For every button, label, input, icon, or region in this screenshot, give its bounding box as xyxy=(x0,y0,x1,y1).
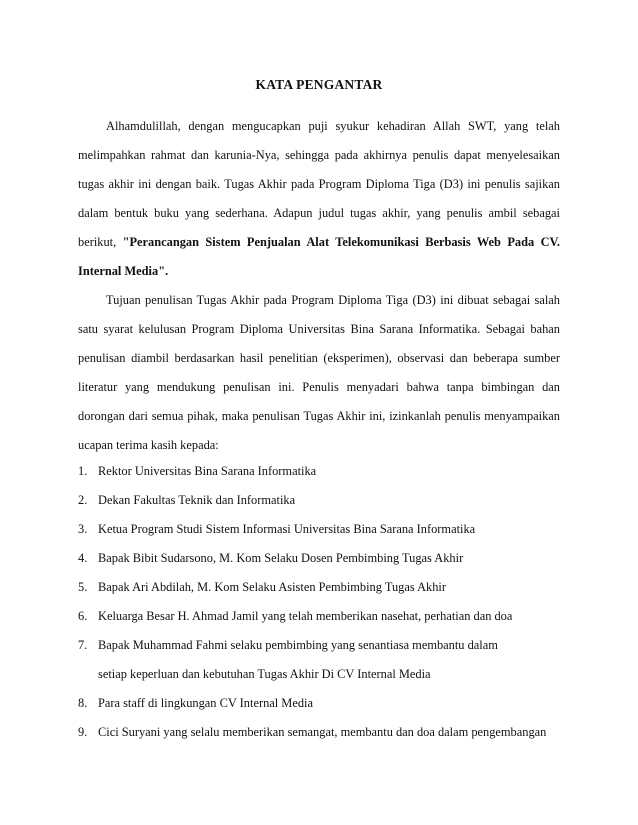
list-item-text: Bapak Ari Abdilah, M. Kom Selaku Asisten Pembimbing Tugas Akhir xyxy=(98,580,446,594)
list-item xyxy=(78,486,560,515)
paragraph-intro-text: Alhamdulillah, dengan mengucapkan puji syukur kehadiran Allah SWT, yang telah melimpahkan rahmat dan karunia-Nya, sehingga pada akhirnya penulis dapat menyelesaikan tugas akhir ini dengan baik. Tugas Akhir pada Program Diploma Tiga (D3) ini penulis sajikan dalam bentuk buku yang sederhana. Adapun judul tugas akhir, yang penulis ambil sebagai berikut, xyxy=(78,119,560,249)
thesis-title: "Perancangan Sistem Penjualan Alat Telekomunikasi Berbasis Web Pada CV. Internal Media". xyxy=(78,235,560,278)
list-item-text: Bapak Muhammad Fahmi selaku pembimbing yang senantiasa membantu dalam xyxy=(98,638,498,652)
list-item-number: 1. xyxy=(78,464,88,478)
list-item-text: Rektor Universitas Bina Sarana Informatika xyxy=(98,464,317,478)
list-item-number: 7. xyxy=(78,638,88,652)
list-item-number: 4. xyxy=(78,551,88,565)
list-item xyxy=(78,602,560,631)
acknowledgement-list xyxy=(78,457,560,747)
list-item xyxy=(78,544,560,573)
list-item xyxy=(78,718,560,747)
list-item xyxy=(78,689,560,718)
list-item-text: Ketua Program Studi Sistem Informasi Universitas Bina Sarana Informatika xyxy=(98,522,476,536)
list-item xyxy=(78,573,560,602)
list-item-number: 2. xyxy=(78,493,88,507)
list-item xyxy=(78,631,560,689)
list-item-number: 6. xyxy=(78,609,88,623)
paragraph-purpose: Tujuan penulisan Tugas Akhir pada Program Diploma Tiga (D3) ini dibuat sebagai salah satu syarat kelulusan Program Diploma Universitas Bina Sarana Informatika. Sebagai bahan penulisan diambil berdasarkan hasil penelitian (eksperimen), observasi dan beberapa sumber literatur yang mendukung penulisan ini. Penulis menyadari bahwa tanpa bimbingan dan dorongan dari semua pihak, maka penulisan Tugas Akhir ini, izinkanlah penulis menyampaikan ucapan terima kasih kepada: xyxy=(78,293,560,452)
page-title: KATA PENGANTAR xyxy=(255,77,383,92)
list-item xyxy=(78,457,560,486)
list-item-text: Cici Suryani yang selalu memberikan semangat, membantu dan doa dalam pengembangan xyxy=(98,725,547,739)
list-item-text: Dekan Fakultas Teknik dan Informatika xyxy=(98,493,296,507)
list-item-number: 8. xyxy=(78,696,88,710)
list-item-text: Para staff di lingkungan CV Internal Media xyxy=(98,696,313,710)
list-item-text: Bapak Bibit Sudarsono, M. Kom Selaku Dosen Pembimbing Tugas Akhir xyxy=(98,551,464,565)
list-item xyxy=(78,515,560,544)
list-item-number: 5. xyxy=(78,580,88,594)
list-item-number: 3. xyxy=(78,522,88,536)
list-item-text-continued: setiap keperluan dan kebutuhan Tugas Akhir Di CV Internal Media xyxy=(98,667,431,681)
paragraph-intro xyxy=(78,112,560,286)
list-item-text: Keluarga Besar H. Ahmad Jamil yang telah memberikan nasehat, perhatian dan doa xyxy=(98,609,513,623)
list-item-number: 9. xyxy=(78,725,88,739)
